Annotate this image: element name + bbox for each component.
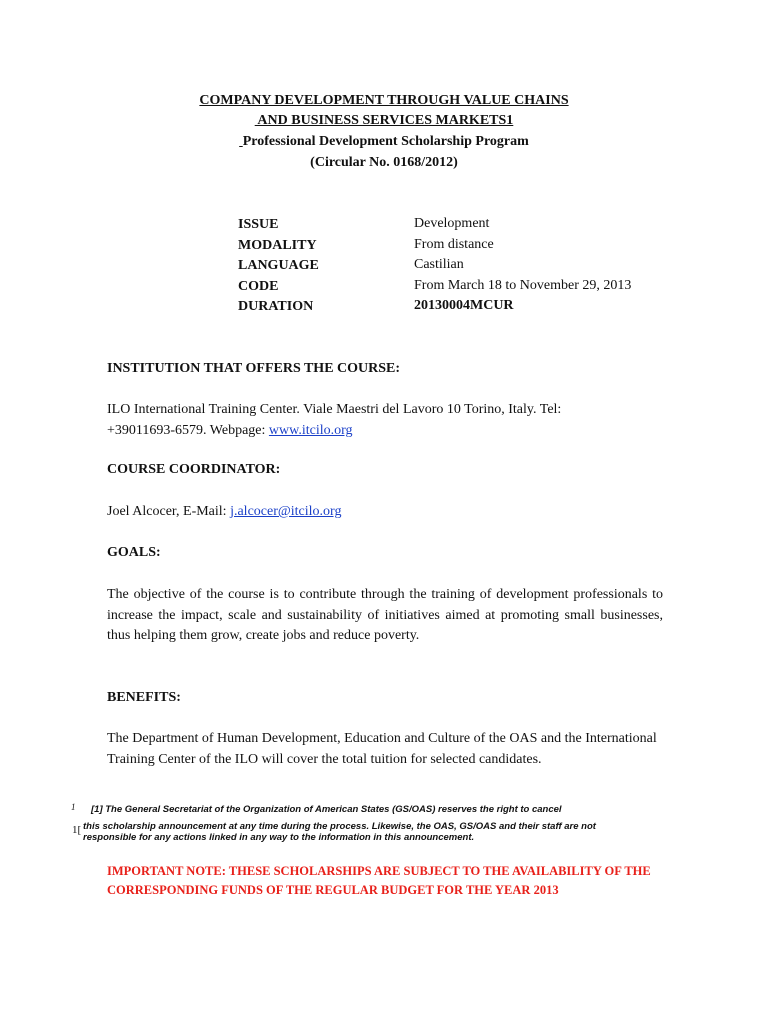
important-note-line-1: IMPORTANT NOTE: THESE SCHOLARSHIPS ARE SUBJECT TO THE AVAILABILITY OF THE [107,864,651,878]
subtitle [0,133,768,151]
footnote-line-3: responsible for any actions linked in any way to the information in this announcement. [83,832,475,843]
footnote-line-2: this scholarship announcement at any time during the process. Likewise, the OAS, GS/OAS and their staff are not [83,821,596,832]
important-note [107,862,707,900]
details-value: From March 18 to November 29, 2013 [414,277,632,293]
details-label: LANGUAGE [238,258,319,273]
details-row [238,216,698,237]
institution-line-2: +39011693-6579. Webpage: [107,422,269,438]
email-link[interactable]: j.alcocer@itcilo.org [230,504,342,519]
coordinator-heading: COURSE COORDINATOR: [107,462,281,477]
details-row [238,257,698,278]
details-label: CODE [238,278,279,294]
details-value: Castilian [414,257,464,272]
coordinator-name: Joel Alcocer, E-Mail: [107,504,231,519]
details-label: ISSUE [238,217,279,232]
footnote-marker: 1 [71,802,76,812]
details-value: 20130004MCUR [414,298,514,313]
footnote-line-1: [1] The General Secretariat of the Organization of American States (GS/OAS) reserves the right to cancel [91,804,562,815]
subtitle-text: Professional Development Scholarship Program [242,134,529,149]
title-line-2: AND BUSINESS SERVICES MARKETS1 [254,113,514,128]
details-table [238,216,698,319]
important-note-line-2: CORRESPONDING FUNDS OF THE REGULAR BUDGET FOR THE YEAR 2013 [107,883,559,897]
benefits-heading: BENEFITS: [107,690,181,705]
institution-heading: INSTITUTION THAT OFFERS THE COURSE: [107,361,401,376]
details-row [238,237,698,258]
benefits-text: The Department of Human Development, Education and Culture of the OAS and the International Training Center of the ILO will cover the total tuition for selected candidates. [107,731,657,767]
coordinator-text [107,502,341,523]
details-row [238,298,698,319]
footnote-marker-left: 1[ [72,824,82,836]
details-row [238,278,698,299]
details-label: DURATION [238,299,314,314]
title-line-1: COMPANY DEVELOPMENT THROUGH VALUE CHAINS [199,93,569,108]
goals-heading: GOALS: [107,545,161,560]
details-value: From distance [414,236,494,252]
webpage-link[interactable]: www.itcilo.org [268,422,353,438]
goals-text: The objective of the course is to contribute through the training of development professionals to increase the impact, scale and sustainability of initiatives aimed at promoting small businesses, thus helping them grow, create jobs and reduce poverty. [107,587,663,643]
details-label: MODALITY [238,237,317,253]
institution-text [107,400,667,441]
details-value: Development [414,216,490,231]
institution-line-1: ILO International Training Center. Viale Maestri del Lavoro 10 Torino, Italy. Tel: [107,402,562,417]
circular-number: (Circular No. 0168/2012) [310,155,458,170]
